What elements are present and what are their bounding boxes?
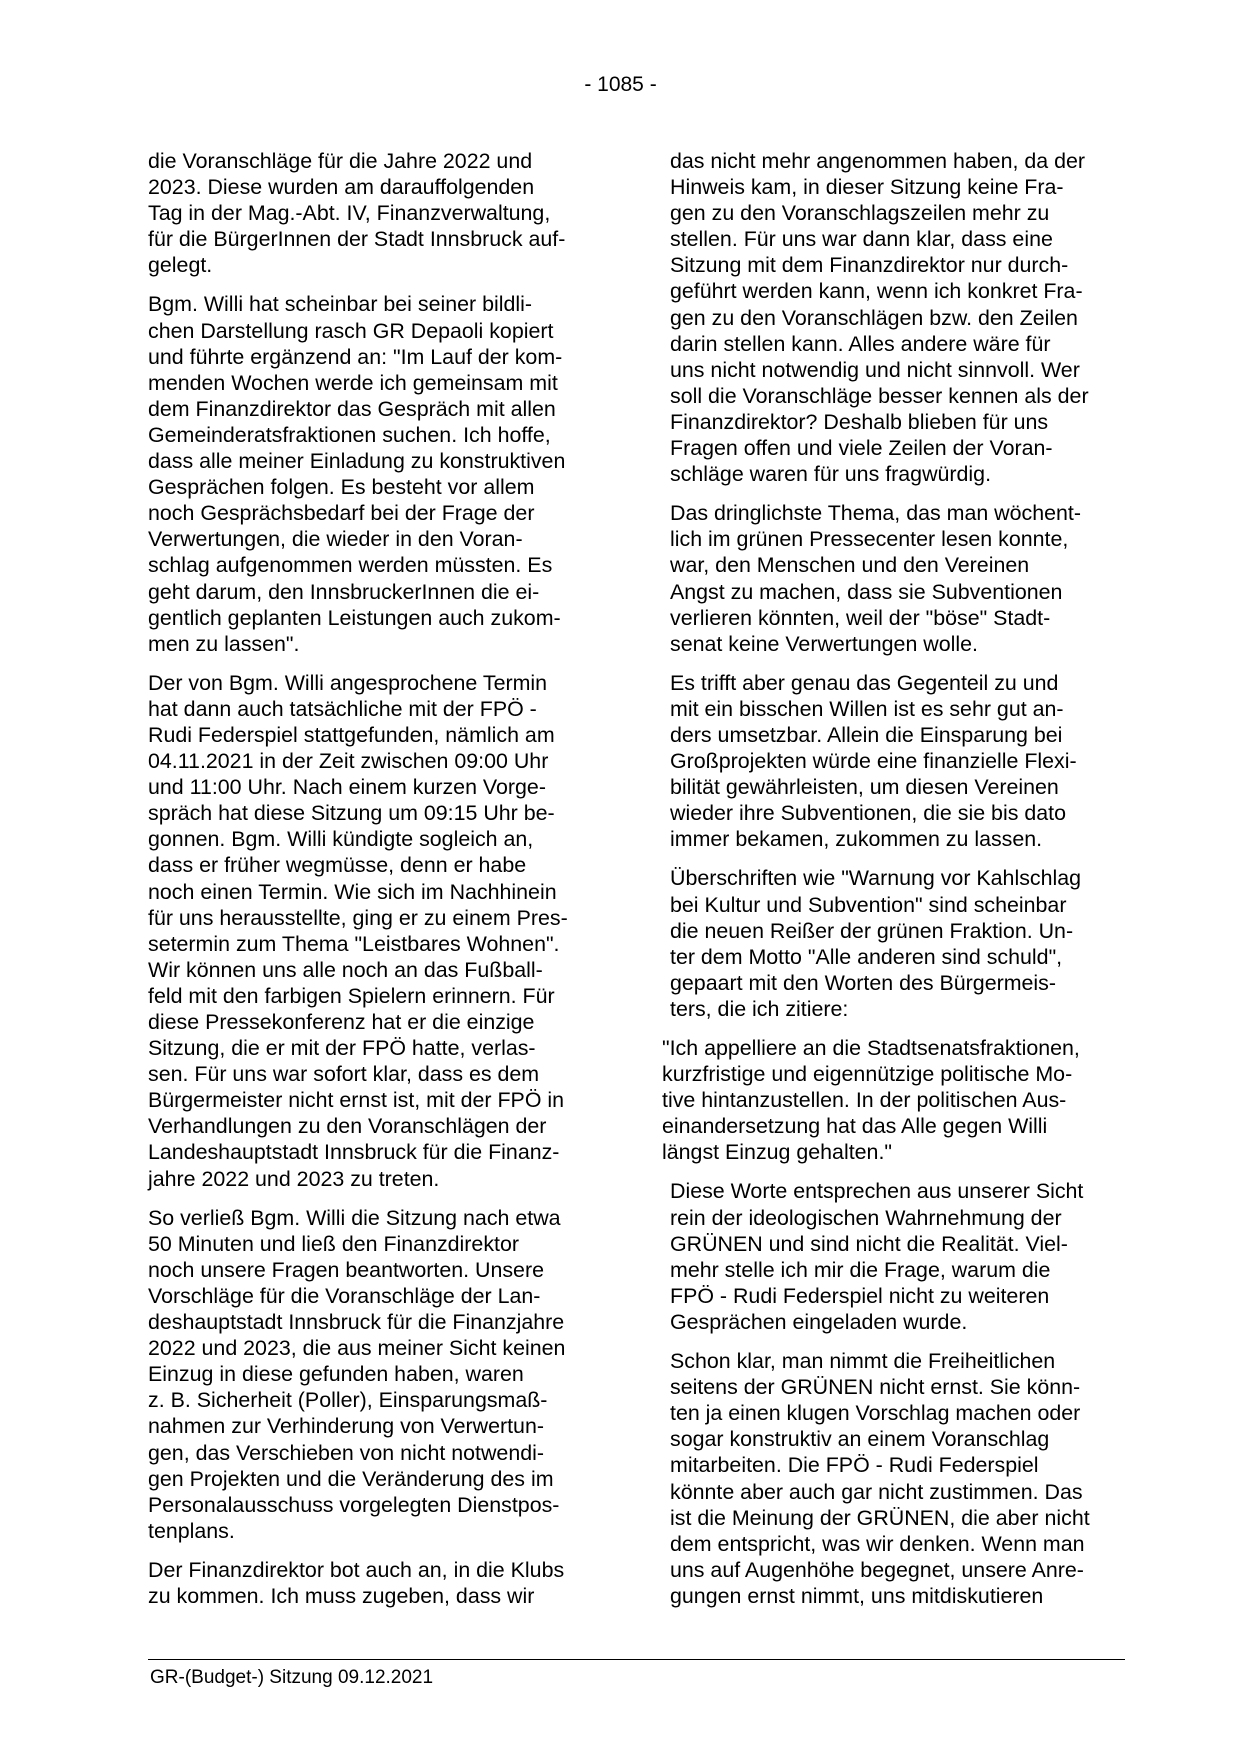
paragraph: Schon klar, man nimmt die Freiheitlichen seitens der GRÜNEN nicht ernst. Sie könn- ten ja einen klugen Vorschlag machen oder sogar konstruktiv an einem Voranschlag mitarbeiten. Die FPÖ - Rudi Federspiel könnte aber auch gar nicht zustimmen. Das ist die Meinung der GRÜNEN, die aber nicht dem entspricht, was wir denken. Wenn man uns auf Augenhöhe begegnet, unsere Anre- gungen ernst nimmt, uns mitdiskutieren bbox=[670, 1349, 1090, 1608]
footer-text: GR-(Budget-) Sitzung 09.12.2021 bbox=[150, 1667, 434, 1688]
paragraph: Das dringlichste Thema, das man wöchent- lich im grünen Pressecenter lesen konnte, war, den Menschen und den Vereinen Angst zu machen, dass sie Subventionen verlieren könnten, weil der "böse" Stadt- senat keine Verwertungen wolle. bbox=[670, 501, 1081, 656]
paragraph: Der von Bgm. Willi angesprochene Termin hat dann auch tatsächliche mit der FPÖ - Rudi Federspiel stattgefunden, nämlich am 04.11.2021 in der Zeit zwischen 09:00 Uhr und 11:00 Uhr. Nach einem kurzen Vorge- spräch hat diese Sitzung um 09:15 Uhr be- gonnen. Bgm. Willi kündigte sogleich an, dass er früher wegmüsse, denn er habe noch einen Termin. Wie sich im Nachhinein für uns herausstellte, ging er zu einem Pres- setermin zum Thema "Leistbares Wohnen". Wir können uns alle noch an das Fußball- feld mit den farbigen Spielern erinnern. Für diese Pressekonferenz hat er die einzige Sitzung, die er mit der FPÖ hatte, verlas- sen. Für uns war sofort klar, dass es dem Bürgermeister nicht ernst ist, mit der FPÖ in Verhandlungen zu den Voranschlägen der Landeshauptstadt Innsbruck für die Finanz- jahre 2022 und 2023 zu treten. bbox=[148, 670, 568, 1191]
page-number: - 1085 - bbox=[584, 73, 657, 96]
paragraph: Diese Worte entsprechen aus unserer Sicht rein der ideologischen Wahrnehmung der GRÜNEN und sind nicht die Realität. Viel- mehr stelle ich mir die Frage, warum die FPÖ - Rudi Federspiel nicht zu weiteren Gesprächen eingeladen wurde. bbox=[670, 1179, 1084, 1334]
paragraph: das nicht mehr angenommen haben, da der Hinweis kam, in dieser Sitzung keine Fra- gen zu den Voranschlagszeilen mehr zu stellen. Für uns war dann klar, dass eine Sitzung mit dem Finanzdirektor nur durch- geführt werden kann, wenn ich konkret Fra- gen zu den Voranschlägen bzw. den Zeilen darin stellen kann. Alles andere wäre für uns nicht notwendig und nicht sinnvoll. Wer soll die Voranschläge besser kennen als der Finanzdirektor? Deshalb blieben für uns Fragen offen und viele Zeilen der Voran- schläge waren für uns fragwürdig. bbox=[670, 149, 1089, 487]
footer-divider bbox=[148, 1659, 1125, 1660]
paragraph: Überschriften wie "Warnung vor Kahlschlag bei Kultur und Subvention" sind scheinbar die neuen Reißer der grünen Fraktion. Un- ter dem Motto "Alle anderen sind schuld", gepaart mit den Worten des Bürgermeis- ters, die ich zitiere: bbox=[670, 866, 1082, 1021]
paragraph: die Voranschläge für die Jahre 2022 und 2023. Diese wurden am darauffolgenden Tag in der Mag.-Abt. IV, Finanzverwaltung, für die BürgerInnen der Stadt Innsbruck auf- gelegt. bbox=[148, 149, 566, 278]
paragraph: Es trifft aber genau das Gegenteil zu und mit ein bisschen Willen ist es sehr gut an- ders umsetzbar. Allein die Einsparung bei Großprojekten würde eine finanzielle Flexi- bilität gewährleisten, um diesen Vereinen wieder ihre Subventionen, die sie bis dato immer bekamen, zukommen zu lassen. bbox=[670, 670, 1077, 852]
paragraph: Bgm. Willi hat scheinbar bei seiner bildli- chen Darstellung rasch GR Depaoli kopiert und führte ergänzend an: "Im Lauf der kom- menden Wochen werde ich gemeinsam mit dem Finanzdirektor das Gespräch mit allen Gemeinderatsfraktionen suchen. Ich hoffe, dass alle meiner Einladung zu konstruktiven Gesprächen folgen. Es besteht vor allem noch Gesprächsbedarf bei der Frage der Verwertungen, die wieder in den Voran- schlag aufgenommen werden müssten. Es geht darum, den InnsbruckerInnen die ei- gentlich geplanten Leistungen auch zukom- men zu lassen". bbox=[148, 292, 566, 656]
right-text-column bbox=[662, 148, 1130, 1622]
quote-paragraph: "Ich appelliere an die Stadtsenatsfraktionen, kurzfristige und eigennützige politische Mo- tive hintanzustellen. In der politischen Aus- einandersetzung hat das Alle gegen Willi längst Einzug gehalten." bbox=[662, 1036, 1080, 1165]
paragraph: Der Finanzdirektor bot auch an, in die Klubs zu kommen. Ich muss zugeben, dass wir bbox=[148, 1557, 565, 1608]
left-text-column bbox=[148, 148, 603, 1622]
paragraph: So verließ Bgm. Willi die Sitzung nach etwa 50 Minuten und ließ den Finanzdirektor noch unsere Fragen beantworten. Unsere Vorschläge für die Voranschläge der Lan- deshauptstadt Innsbruck für die Finanzjahre 2022 und 2023, die aus meiner Sicht keinen Einzug in diese gefunden haben, waren z. B. Sicherheit (Poller), Einsparungsmaß- nahmen zur Verhinderung von Verwertun- gen, das Verschieben von nicht notwendi- gen Projekten und die Veränderung des im Personalausschuss vorgelegten Dienstpos- tenplans. bbox=[148, 1205, 566, 1543]
